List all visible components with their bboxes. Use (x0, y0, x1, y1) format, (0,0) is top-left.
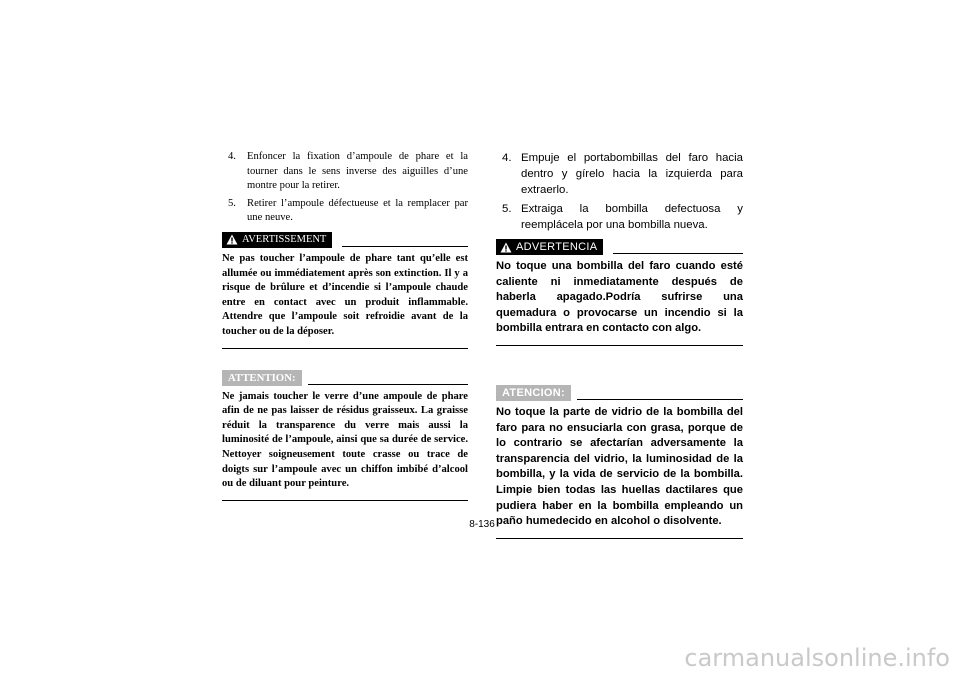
step-4 (496, 150, 743, 198)
attention-text: No toque la parte de vidrio de la bombilla del faro para no ensuciarla con grasa, porque de lo contrario se afectarían adversamente la transparencia del vidrio, la luminosidad de la bombilla, y la vida de servicio de la bombilla. Limpie bien todas las huellas dactilares que pudiera haber en la bombilla empleando un paño humedecido en alcohol o disolvente. (496, 405, 743, 528)
warning-header (222, 232, 468, 248)
attention-label: ATTENTION: (222, 370, 302, 386)
divider (308, 384, 468, 385)
warning-badge (222, 232, 332, 248)
step-5 (222, 197, 468, 226)
french-column (222, 150, 468, 501)
step-text: Enfoncer la fixation d’ampoule de phare et la tourner dans le sens inverse des aiguilles d’une montre pour la retirer. (247, 151, 468, 192)
divider (222, 500, 468, 501)
warning-header (496, 239, 743, 255)
attention-header (222, 370, 468, 386)
step-text: Retirer l’ampoule défectueuse et la remplacer par une neuve. (247, 197, 468, 224)
watermark: carmanualsonline.info (684, 644, 950, 672)
divider (342, 246, 468, 247)
warning-text: Ne pas toucher l’ampoule de phare tant qu’elle est allumée ou immédiatement après son extinction. Il y a risque de brûlure et d’incendie si l’ampoule chaude entre en contact avec un produit inflammable. Attendre que l’ampoule soit refroidie avant de la toucher ou de la déposer. (222, 252, 468, 337)
attention-label: ATENCION: (496, 385, 571, 401)
divider (496, 538, 743, 539)
step-text: Empuje el portabombillas del faro hacia dentro y gírelo hacia la izquierda para extraerlo. (521, 152, 743, 196)
step-number: 4. (502, 152, 512, 164)
divider (222, 348, 468, 349)
warning-triangle-icon (500, 242, 512, 253)
step-number: 4. (228, 151, 236, 162)
warning-triangle-icon (226, 234, 238, 245)
attention-text: Ne jamais toucher le verre d’une ampoule de phare afin de ne pas laisser de résidus graisseux. La graisse réduit la transparence du verre mais aussi la luminosité de l’ampoule, ainsi que sa durée de service. Nettoyer soigneusement toute crasse ou trace de doigts sur l’ampoule avec un chiffon imbibé d’alcool ou de diluant pour peinture. (222, 390, 468, 490)
warning-label: AVERTISSEMENT (242, 233, 327, 245)
warning-label: ADVERTENCIA (516, 241, 598, 253)
divider (613, 253, 743, 254)
divider (577, 399, 743, 400)
step-number: 5. (502, 203, 512, 215)
attention-header (496, 385, 743, 401)
warning-badge (496, 239, 603, 255)
step-4 (222, 150, 468, 194)
step-number: 5. (228, 197, 236, 209)
warning-text: No toque una bombilla del faro cuando esté caliente ni inmediatamente después de haberla apagado.Podría sufrirse una quemadura o provocarse un incendio si la bombilla entrara en contacto con algo. (496, 260, 743, 335)
step-text: Extraiga la bombilla defectuosa y reemplácela por una bombilla nueva. (521, 203, 743, 231)
divider (496, 345, 743, 346)
page-number: 8-136 (469, 519, 495, 530)
step-5 (496, 201, 743, 233)
spanish-column (496, 150, 743, 539)
